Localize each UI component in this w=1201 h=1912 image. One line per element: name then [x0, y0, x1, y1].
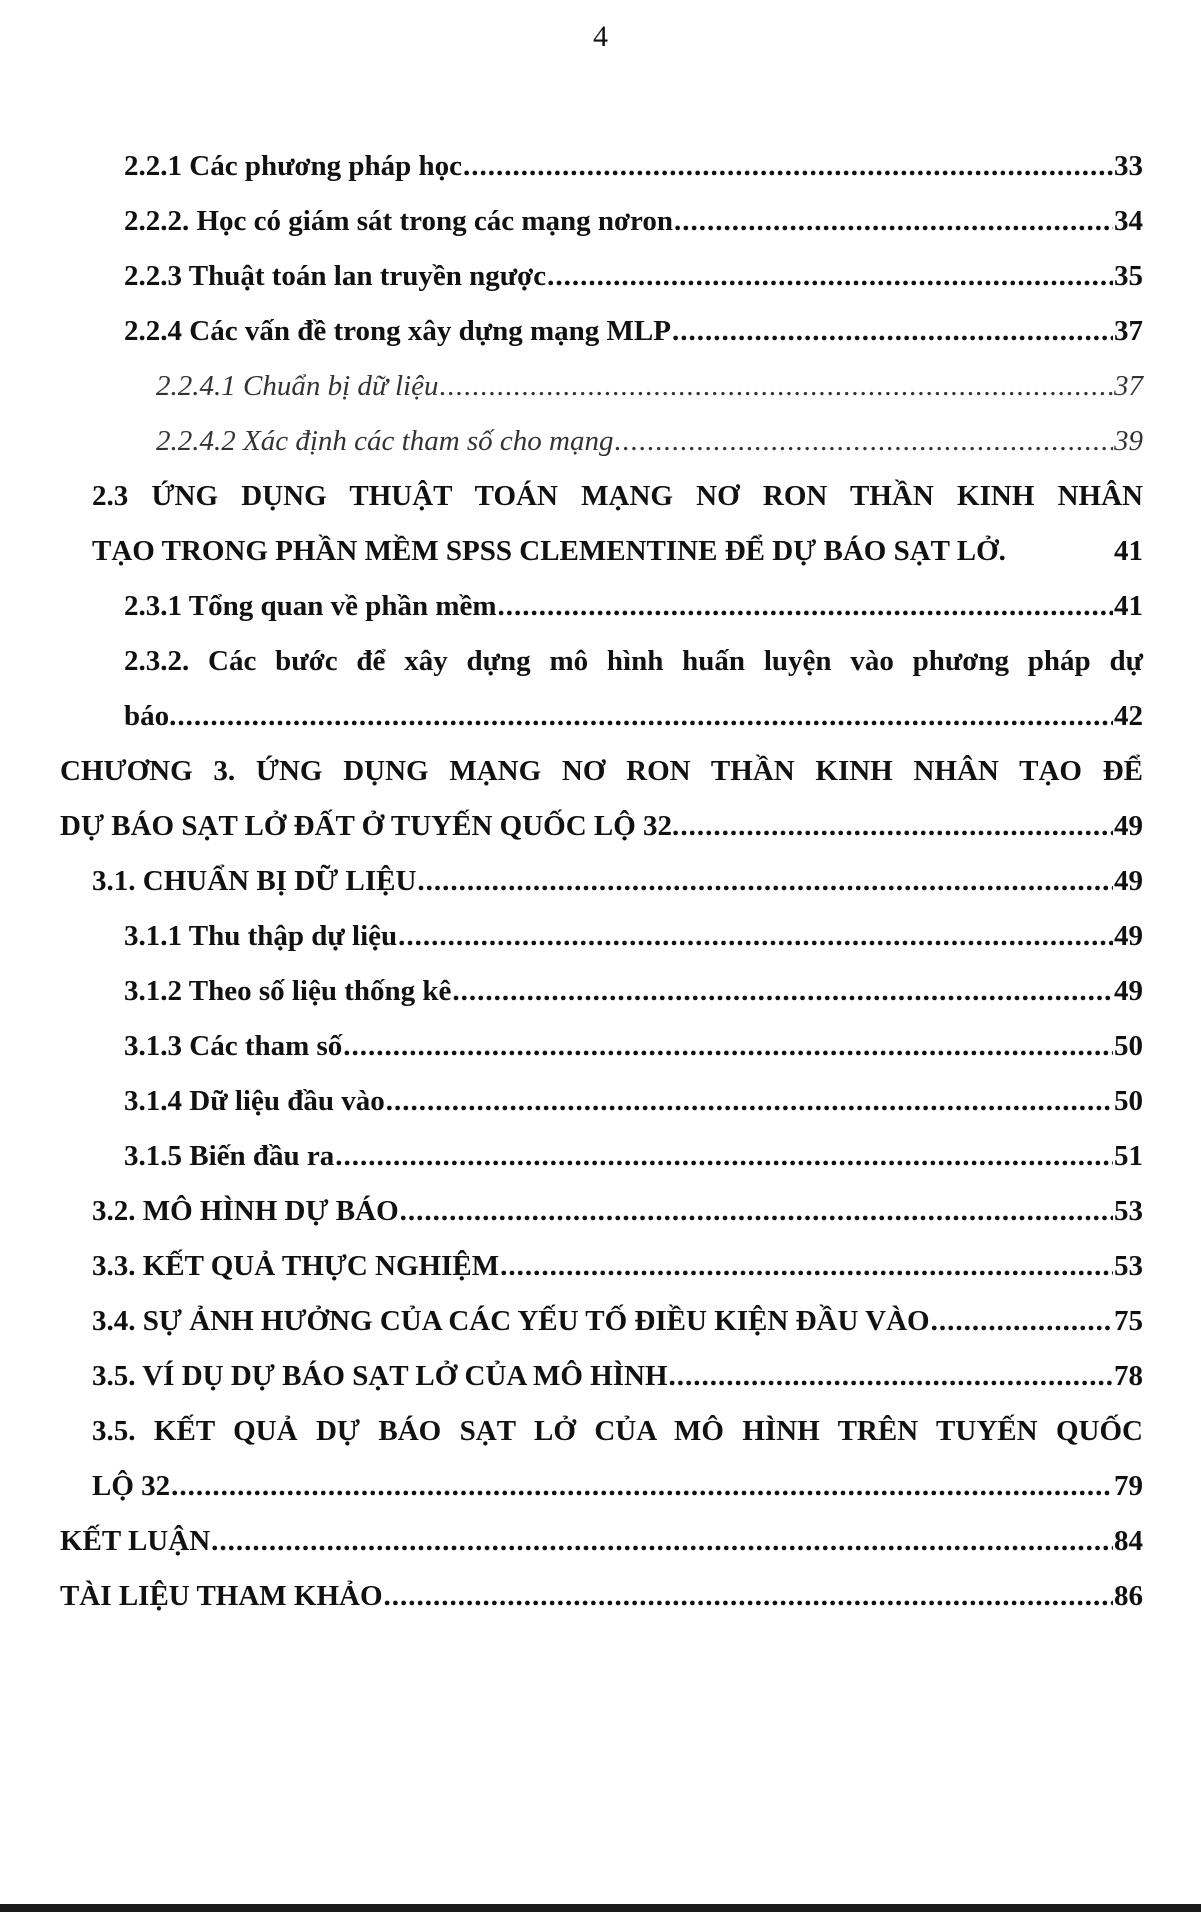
toc-entry-3-1-4[interactable] [124, 1073, 1143, 1129]
toc-entry-page: 34 [1114, 205, 1143, 237]
toc-entry-title: TÀI LIỆU THAM KHẢO [60, 1580, 383, 1612]
toc-entry-page: 49 [1114, 810, 1143, 842]
dot-leader [171, 1458, 1113, 1514]
dot-leader [452, 963, 1113, 1019]
toc-entry-3-1-3[interactable] [124, 1018, 1143, 1074]
toc-entry-page: 37 [1114, 315, 1143, 347]
toc-entry-title-line2: LỘ 32 [92, 1470, 171, 1502]
toc-entry-2-2-4-2[interactable] [156, 413, 1143, 469]
page-number: 4 [593, 20, 608, 53]
toc-entry-title: 2.3.1 Tổng quan về phần mềm [124, 590, 497, 622]
toc-entry-page: 49 [1114, 865, 1143, 897]
toc-entry-2-3[interactable] [92, 468, 1143, 524]
toc-entry-title: 3.2. MÔ HÌNH DỰ BÁO [92, 1195, 399, 1227]
toc-entry-3-1-5[interactable] [124, 1128, 1143, 1184]
toc-entry-page: 51 [1114, 1140, 1143, 1172]
toc-entry-3-5-results-cont[interactable] [92, 1458, 1143, 1514]
dot-leader [615, 413, 1114, 469]
dot-leader [547, 248, 1113, 304]
toc-entry-page: 39 [1114, 425, 1143, 457]
toc-entry-2-2-2[interactable] [124, 193, 1143, 249]
toc-entry-title-line2: DỰ BÁO SẠT LỞ ĐẤT Ở TUYẾN QUỐC LỘ 32. [60, 810, 680, 842]
toc-entry-title: 3.1.2 Theo số liệu thống kê [124, 975, 452, 1007]
dot-leader [211, 1513, 1113, 1569]
toc-entry-3-1-2[interactable] [124, 963, 1143, 1019]
toc-entry-3-1[interactable] [92, 853, 1143, 909]
dot-leader [674, 193, 1113, 249]
toc-entry-2-2-4[interactable] [124, 303, 1143, 359]
toc-entry-title: 3.3. KẾT QUẢ THỰC NGHIỆM [92, 1250, 500, 1282]
toc-entry-title: 2.2.4.2 Xác định các tham số cho mạng [156, 425, 614, 457]
dot-leader [931, 1293, 1113, 1349]
toc-entry-page: 49 [1114, 920, 1143, 952]
dot-leader [672, 303, 1113, 359]
toc-entry-page: 53 [1114, 1195, 1143, 1227]
dot-leader [463, 138, 1113, 194]
toc-entry-page: 86 [1114, 1580, 1143, 1612]
toc-entry-title: 3.1.3 Các tham số [124, 1030, 343, 1062]
toc-entry-title: 3.5. VÍ DỤ DỰ BÁO SẠT LỞ CỦA MÔ HÌNH [92, 1360, 668, 1392]
dot-leader [384, 1568, 1113, 1624]
toc-entry-2-3-2[interactable] [124, 633, 1143, 689]
dot-leader [669, 1348, 1114, 1404]
toc-entry-references[interactable] [60, 1568, 1143, 1624]
toc-entry-3-5-example[interactable] [92, 1348, 1143, 1404]
page-bottom-edge [0, 1904, 1201, 1912]
dot-leader [417, 853, 1113, 909]
toc-entry-3-5-results[interactable] [92, 1403, 1143, 1459]
toc-entry-page: 49 [1114, 975, 1143, 1007]
toc-entry-page: 84 [1114, 1525, 1143, 1557]
toc-entry-title: 2.2.4 Các vấn đề trong xây dựng mạng MLP [124, 315, 671, 347]
toc-entry-page: 78 [1114, 1360, 1143, 1392]
toc-entry-page: 53 [1114, 1250, 1143, 1282]
toc-entry-2-2-1[interactable] [124, 138, 1143, 194]
toc-entry-title-line2: báo. [124, 700, 177, 732]
dot-leader [343, 1018, 1113, 1074]
toc-entry-3-4[interactable] [92, 1293, 1143, 1349]
toc-entry-page: 35 [1114, 260, 1143, 292]
dot-leader [400, 1183, 1113, 1239]
dot-leader [177, 688, 1113, 744]
toc-entry-2-2-4-1[interactable] [156, 358, 1143, 414]
toc-entry-title: 2.2.3 Thuật toán lan truyền ngược [124, 260, 547, 292]
toc-entry-2-3-cont[interactable] [92, 523, 1143, 579]
toc-entry-chapter-3[interactable] [60, 743, 1143, 799]
toc-entry-title: 3.1.4 Dữ liệu đầu vào [124, 1085, 385, 1117]
toc-entry-title-line1: 2.3.2. Các bước để xây dựng mô hình huấn luyện vào phương pháp dự [124, 645, 1143, 677]
dot-leader [386, 1073, 1113, 1129]
toc-entry-title: 2.2.4.1 Chuẩn bị dữ liệu [156, 370, 439, 402]
toc-entry-2-3-2-cont[interactable] [124, 688, 1143, 744]
toc-entry-title: KẾT LUẬN [60, 1525, 211, 1557]
dot-leader [439, 358, 1113, 414]
toc-entry-page: 50 [1114, 1030, 1143, 1062]
toc-entry-page: 42 [1114, 700, 1143, 732]
toc-entry-title: 3.1. CHUẨN BỊ DỮ LIỆU [92, 865, 417, 897]
toc-entry-page: 41 [1114, 590, 1143, 622]
toc-entry-title-line1: 2.3 ỨNG DỤNG THUẬT TOÁN MẠNG NƠ RON THẦN KINH NHÂN [92, 480, 1143, 512]
toc-entry-page: 41 [1114, 535, 1143, 567]
toc-entry-3-3[interactable] [92, 1238, 1143, 1294]
toc-entry-page: 79 [1114, 1470, 1143, 1502]
toc-entry-2-2-3[interactable] [124, 248, 1143, 304]
toc-entry-title: 3.1.5 Biến đầu ra [124, 1140, 335, 1172]
dot-leader [335, 1128, 1113, 1184]
toc-entry-3-2[interactable] [92, 1183, 1143, 1239]
dot-leader [398, 908, 1113, 964]
dot-leader [498, 578, 1113, 634]
toc-entry-page: 75 [1114, 1305, 1143, 1337]
toc-entry-page: 50 [1114, 1085, 1143, 1117]
toc-entry-title: 2.2.1 Các phương pháp học [124, 150, 463, 182]
toc-entry-page: 33 [1114, 150, 1143, 182]
toc-entry-2-3-1[interactable] [124, 578, 1143, 634]
toc-entry-title: 3.4. SỰ ẢNH HƯỞNG CỦA CÁC YẾU TỐ ĐIỀU KIỆN ĐẦU VÀO [92, 1305, 930, 1337]
toc-entry-title: 3.1.1 Thu thập dự liệu [124, 920, 398, 952]
toc-entry-3-1-1[interactable] [124, 908, 1143, 964]
toc-entry-page: 37 [1114, 370, 1143, 402]
toc-entry-conclusion[interactable] [60, 1513, 1143, 1569]
dot-leader [500, 1238, 1113, 1294]
toc-entry-chapter-3-cont[interactable] [60, 798, 1143, 854]
toc-entry-title: 2.2.2. Học có giám sát trong các mạng nơron [124, 205, 674, 237]
toc-entry-title-line1: 3.5. KẾT QUẢ DỰ BÁO SẠT LỞ CỦA MÔ HÌNH TRÊN TUYẾN QUỐC [92, 1415, 1143, 1447]
toc-entry-title-line2: TẠO TRONG PHẦN MỀM SPSS CLEMENTINE ĐỂ DỰ BÁO SẠT LỞ. [92, 535, 1006, 567]
dot-leader [680, 798, 1113, 854]
toc-entry-title-line1: CHƯƠNG 3. ỨNG DỤNG MẠNG NƠ RON THẦN KINH NHÂN TẠO ĐỂ [60, 755, 1143, 787]
